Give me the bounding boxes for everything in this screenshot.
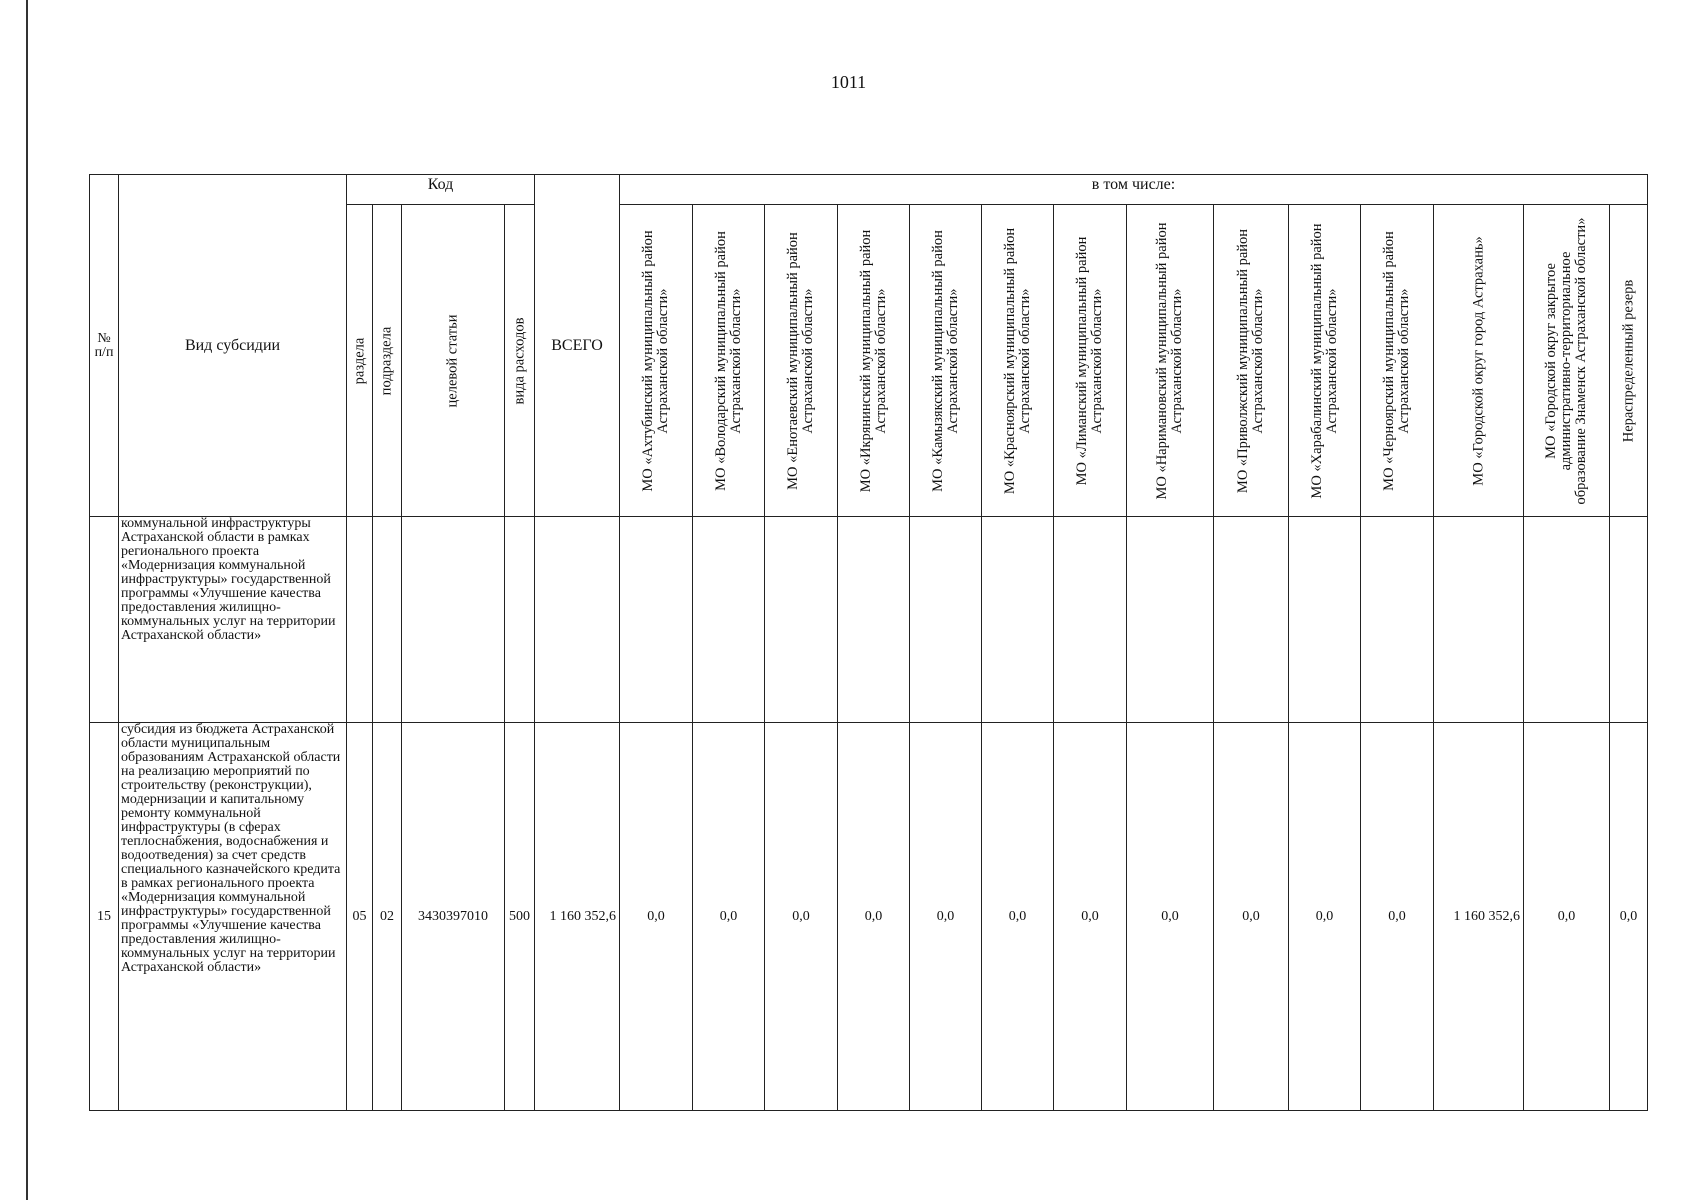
row-podrazdel: 02 [373, 723, 402, 1111]
row-value [765, 517, 838, 723]
header-mo-limansky: МО «Лиманский муниципальный район Астраханской области» [1054, 205, 1127, 517]
row-value: 0,0 [1361, 723, 1434, 1111]
header-kind: Вид субсидии [119, 175, 347, 517]
table-row [90, 517, 1648, 723]
header-mo-kharabalinsky: МО «Харабалинский муниципальный район Астраханской области» [1289, 205, 1361, 517]
row-value: 0,0 [1214, 723, 1289, 1111]
page-number: 1011 [830, 72, 867, 92]
row-num: 15 [90, 723, 119, 1111]
row-target: 3430397010 [402, 723, 505, 1111]
row-value: 0,0 [1524, 723, 1610, 1111]
row-expense [505, 517, 535, 723]
header-total: ВСЕГО [535, 175, 620, 517]
row-value [1289, 517, 1361, 723]
subsidy-table [89, 174, 1648, 1111]
row-value [693, 517, 765, 723]
row-value: 0,0 [1054, 723, 1127, 1111]
row-podrazdel [373, 517, 402, 723]
row-value [1524, 517, 1610, 723]
header-mo-chernoyarsky: МО «Черноярский муниципальный район Астраханской области» [1361, 205, 1434, 517]
row-kind: субсидия из бюджета Астраханской области муниципальным образованиям Астраханской области на реализацию мероприятий по строительству (реконструкции), модернизации и капитальному ремонту коммунальной инфраструктуры (в сферах теплоснабжения, водоснабжения и водоотведения) за счет средств специального казначейского кредита в рамках регионального проекта «Модернизация коммунальной инфраструктуры» государственной программы «Улучшение качества предоставления жилищно-коммунальных услуг на территории Астраханской области» [119, 723, 347, 1111]
header-mo-akhtubinsky: МО «Ахтубинский муниципальный район Астраханской области» [620, 205, 693, 517]
header-reserve: Нераспределенный резерв [1610, 205, 1648, 517]
row-expense: 500 [505, 723, 535, 1111]
row-num [90, 517, 119, 723]
row-value [1127, 517, 1214, 723]
header-mo-narimanovsky: МО «Наримановский муниципальный район Астраханской области» [1127, 205, 1214, 517]
row-value: 0,0 [838, 723, 910, 1111]
row-value: 0,0 [982, 723, 1054, 1111]
header-code-expense: вида расходов [505, 205, 535, 517]
row-value: 0,0 [765, 723, 838, 1111]
header-mo-enotaevsky: МО «Енотаевский муниципальный район Астраханской области» [765, 205, 838, 517]
header-including: в том числе: [620, 175, 1648, 205]
header-code-group: Код [347, 175, 535, 205]
row-total [535, 517, 620, 723]
row-value [910, 517, 982, 723]
header-mo-kamyzyaksky: МО «Камызякский муниципальный район Астраханской области» [910, 205, 982, 517]
row-total: 1 160 352,6 [535, 723, 620, 1111]
row-value: 0,0 [1610, 723, 1648, 1111]
row-value [838, 517, 910, 723]
row-value [1214, 517, 1289, 723]
header-code-target: целевой статьи [402, 205, 505, 517]
header-num: № п/п [90, 175, 119, 517]
binding-line [26, 0, 28, 1200]
header-code-podrazdel: подраздела [373, 205, 402, 517]
header-mo-volodarsky: МО «Володарский муниципальный район Астраханской области» [693, 205, 765, 517]
header-mo-znamensk: МО «Городской округ закрытое административно-территориальное образование Знаменск Астраханской области» [1524, 205, 1610, 517]
header-mo-privolzhsky: МО «Приволжский муниципальный район Астраханской области» [1214, 205, 1289, 517]
row-value: 0,0 [693, 723, 765, 1111]
header-code-razdel: раздела [347, 205, 373, 517]
row-value [1434, 517, 1524, 723]
header-mo-astrakhan: МО «Городской округ город Астрахань» [1434, 205, 1524, 517]
row-value: 0,0 [910, 723, 982, 1111]
header-mo-ikryaninsky: МО «Икрянинский муниципальный район Астраханской области» [838, 205, 910, 517]
row-value [1610, 517, 1648, 723]
row-value [1361, 517, 1434, 723]
row-razdel: 05 [347, 723, 373, 1111]
row-value: 0,0 [1127, 723, 1214, 1111]
row-value: 0,0 [1289, 723, 1361, 1111]
row-value: 0,0 [620, 723, 693, 1111]
header-mo-krasnoyarsky: МО «Красноярский муниципальный район Астраханской области» [982, 205, 1054, 517]
header-row-1 [90, 175, 1648, 205]
table-row [90, 723, 1648, 1111]
row-target [402, 517, 505, 723]
row-value [982, 517, 1054, 723]
row-value [620, 517, 693, 723]
row-kind: коммунальной инфраструктуры Астраханской области в рамках регионального проекта «Модернизация коммунальной инфраструктуры» государственной программы «Улучшение качества предоставления жилищно-коммунальных услуг на территории Астраханской области» [119, 517, 347, 723]
row-value [1054, 517, 1127, 723]
row-razdel [347, 517, 373, 723]
row-value: 1 160 352,6 [1434, 723, 1524, 1111]
